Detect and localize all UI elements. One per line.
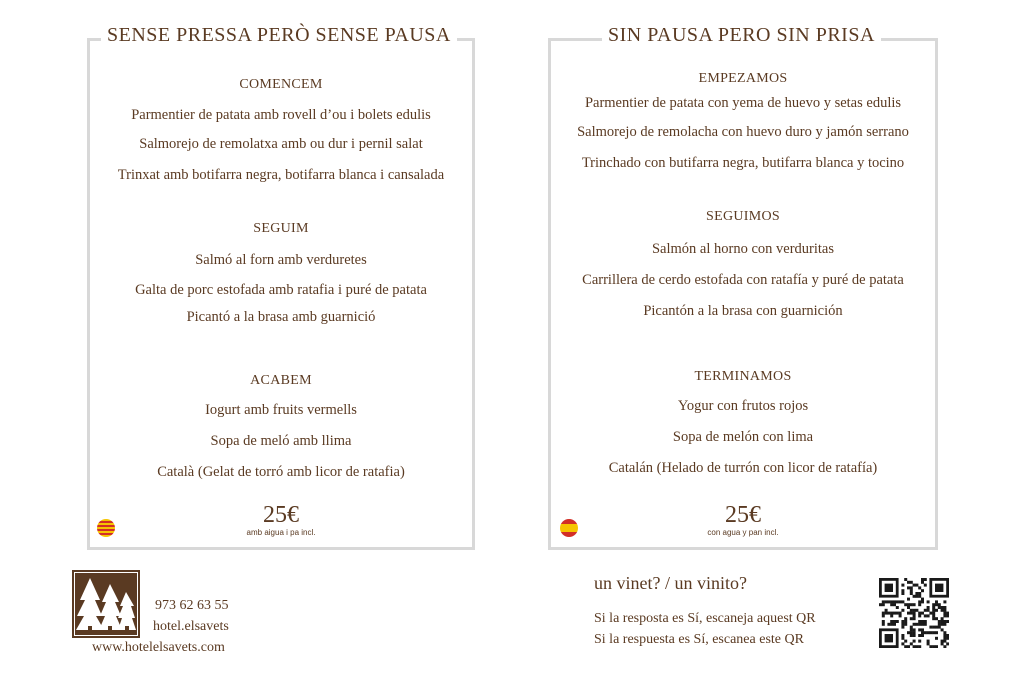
menu-item: Picantón a la brasa con guarnición <box>643 303 843 319</box>
pine-trees-logo <box>72 570 140 638</box>
phone-number: 973 62 63 55 <box>155 598 229 613</box>
section-heading: COMENCEM <box>239 77 323 92</box>
menu-item: Sopa de meló amb llima <box>210 433 352 449</box>
qr-instruction-catalan: Si la resposta es Sí, escaneja aquest QR <box>594 611 816 626</box>
price: 25€ <box>263 502 299 528</box>
qr-code[interactable] <box>879 578 949 648</box>
menu-item: Salmorejo de remolatxa amb ou dur i pernil salat <box>139 136 423 152</box>
price-note: con agua y pan incl. <box>707 528 779 537</box>
menu-item: Trinchado con butifarra negra, butifarra blanca y tocino <box>581 155 905 171</box>
menu-item: Carrillera de cerdo estofada con ratafía y puré de patata <box>582 272 904 288</box>
spanish-flag-icon <box>560 519 578 537</box>
menu-item: Sopa de melón con lima <box>672 429 814 445</box>
menu-item: Picantó a la brasa amb guarnició <box>186 309 376 325</box>
section-heading: SEGUIMOS <box>706 209 780 224</box>
section-heading: SEGUIM <box>253 221 309 236</box>
qr-instruction-spanish: Si la respuesta es Sí, escanea este QR <box>594 632 804 647</box>
menu-item: Trinxat amb botifarra negra, botifarra blanca i cansalada <box>117 167 445 183</box>
menu-item: Salmó al forn amb verduretes <box>195 252 367 268</box>
price-note: amb aigua i pa incl. <box>246 528 316 537</box>
menu-title-spanish: SIN PAUSA PERO SIN PRISA <box>602 24 881 47</box>
brand-name: hotel.elsavets <box>153 619 229 634</box>
wine-question: un vinet? / un vinito? <box>594 573 747 593</box>
catalan-flag-icon <box>97 519 115 537</box>
section-heading: TERMINAMOS <box>694 369 792 384</box>
section-heading: ACABEM <box>250 373 312 388</box>
website-link[interactable]: www.hotelelsavets.com <box>92 640 225 655</box>
menu-item: Salmorejo de remolacha con huevo duro y jamón serrano <box>577 124 909 140</box>
price: 25€ <box>725 502 761 528</box>
menu-item: Iogurt amb fruits vermells <box>205 402 357 418</box>
menu-item: Catalán (Helado de turrón con licor de ratafía) <box>608 460 878 476</box>
menu-item: Parmentier de patata amb rovell d’ou i bolets edulis <box>131 107 431 123</box>
section-heading: EMPEZAMOS <box>698 71 788 86</box>
menu-item: Galta de porc estofada amb ratafia i puré de patata <box>135 282 427 298</box>
menu-item: Parmentier de patata con yema de huevo y setas edulis <box>584 95 902 111</box>
menu-item: Salmón al horno con verduritas <box>651 241 834 257</box>
menu-title-catalan: SENSE PRESSA PERÒ SENSE PAUSA <box>101 24 457 47</box>
menu-item: Català (Gelat de torró amb licor de ratafia) <box>157 464 405 480</box>
menu-item: Yogur con frutos rojos <box>677 398 809 414</box>
